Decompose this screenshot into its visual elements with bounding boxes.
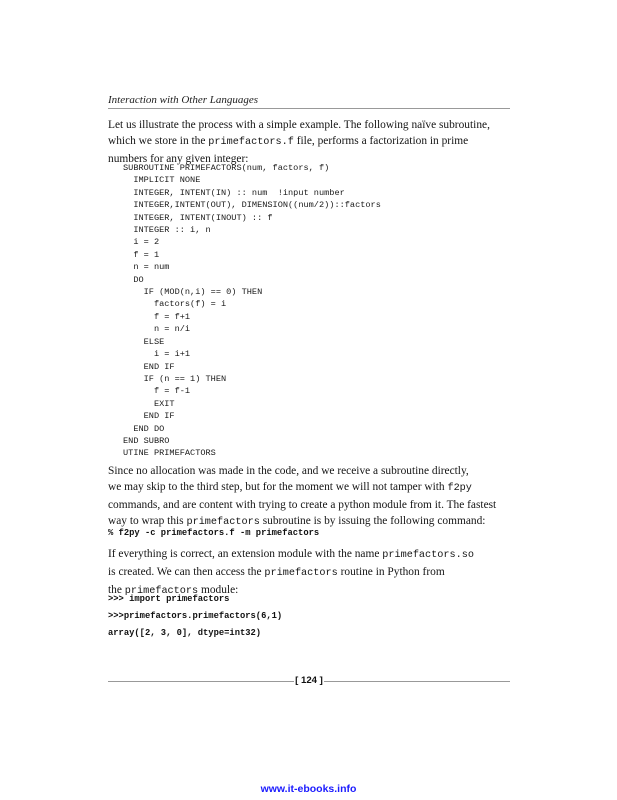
code-line: DO xyxy=(123,274,144,285)
inline-code-f2py: f2py xyxy=(447,483,472,494)
inline-code-filename: primefactors.f xyxy=(208,137,294,148)
code-line: END SUBRO xyxy=(123,435,170,446)
shell-command-block xyxy=(108,525,319,542)
code-line: INTEGER, INTENT(INOUT) :: f xyxy=(123,212,273,223)
code-line: i = i+1 xyxy=(123,349,191,360)
intro-line-2 xyxy=(108,133,513,151)
inline-code-module: primefactors xyxy=(124,586,199,597)
python-session-line: >>>primefactors.primefactors(6,1) xyxy=(108,611,283,621)
code-line: END DO xyxy=(123,423,165,434)
code-line: UTINE PRIMEFACTORS xyxy=(123,448,216,459)
inline-code-routine: primefactors xyxy=(264,568,338,579)
code-line: f = f-1 xyxy=(123,386,191,397)
python-session-block xyxy=(108,591,282,642)
intro-line-2-text: which we store in the xyxy=(108,135,209,147)
code-line: INTEGER :: i, n xyxy=(123,225,211,236)
explanation-line-1: Since no allocation was made in the code, and we receive a subroutine directly, xyxy=(108,465,469,477)
footer-rule-right xyxy=(324,681,510,682)
result-line-1-text: If everything is correct, an extension module with the name xyxy=(108,548,383,560)
code-line: f = f+1 xyxy=(123,311,191,322)
explanation-line-3: commands, and are content with trying to create a python module from it. The fastest xyxy=(108,499,497,511)
explanation-paragraph xyxy=(108,463,513,531)
code-line: EXIT xyxy=(123,398,175,409)
code-line: f = 1 xyxy=(123,249,160,260)
explanation-line-2-text: we may skip to the third step, but for the moment we will not tamper with xyxy=(108,481,448,493)
explanation-line-4-text-end: subroutine is by issuing the following command: xyxy=(259,515,486,527)
code-line: IF (n == 1) THEN xyxy=(123,373,227,384)
code-line: INTEGER, INTENT(IN) :: num !input number xyxy=(123,187,345,198)
inline-code-module-file: primefactors.so xyxy=(382,550,474,561)
python-session-line: >>> import primefactors xyxy=(108,594,230,604)
explanation-line-2 xyxy=(108,479,513,497)
code-line: END IF xyxy=(123,411,175,422)
inline-code-primefactors: primefactors xyxy=(186,517,260,528)
watermark-link[interactable]: www.it-ebooks.info xyxy=(260,783,357,795)
intro-paragraph xyxy=(108,117,513,167)
explanation-line-4-text: way to wrap this xyxy=(108,515,187,527)
running-header: Interaction with Other Languages xyxy=(108,94,259,106)
intro-line-3: numbers for any given integer: xyxy=(108,153,249,165)
code-line: IF (MOD(n,i) == 0) THEN xyxy=(123,287,263,298)
code-line: INTEGER,INTENT(OUT), DIMENSION((num/2))::factors xyxy=(123,200,381,211)
code-line: END IF xyxy=(123,361,175,372)
code-line: ELSE xyxy=(123,336,165,347)
fortran-code-block xyxy=(123,162,381,460)
result-line-2 xyxy=(108,564,513,582)
code-line: n = n/i xyxy=(123,324,191,335)
code-line: SUBROUTINE PRIMEFACTORS(num, factors, f) xyxy=(123,163,330,173)
header-rule xyxy=(108,108,510,109)
page-footer xyxy=(108,674,510,688)
shell-command: % f2py -c primefactors.f -m primefactors xyxy=(108,528,320,538)
intro-line-2-text-end: file, performs a factorization in prime xyxy=(293,135,469,147)
result-line-3-text-end: module: xyxy=(198,584,239,596)
result-line-2-text-end: routine in Python from xyxy=(337,566,445,578)
intro-line-1: Let us illustrate the process with a simple example. The following naïve subroutine, xyxy=(108,119,490,131)
code-line: IMPLICIT NONE xyxy=(123,175,201,186)
page-number: [ 124 ] xyxy=(295,675,323,686)
code-line: n = num xyxy=(123,262,170,273)
result-line-1 xyxy=(108,546,513,564)
result-line-2-text: is created. We can then access the xyxy=(108,566,265,578)
python-session-line: array([2, 3, 0], dtype=int32) xyxy=(108,628,262,638)
result-line-3-text: the xyxy=(108,584,125,596)
code-line: i = 2 xyxy=(123,237,160,248)
code-line: factors(f) = i xyxy=(123,299,227,310)
